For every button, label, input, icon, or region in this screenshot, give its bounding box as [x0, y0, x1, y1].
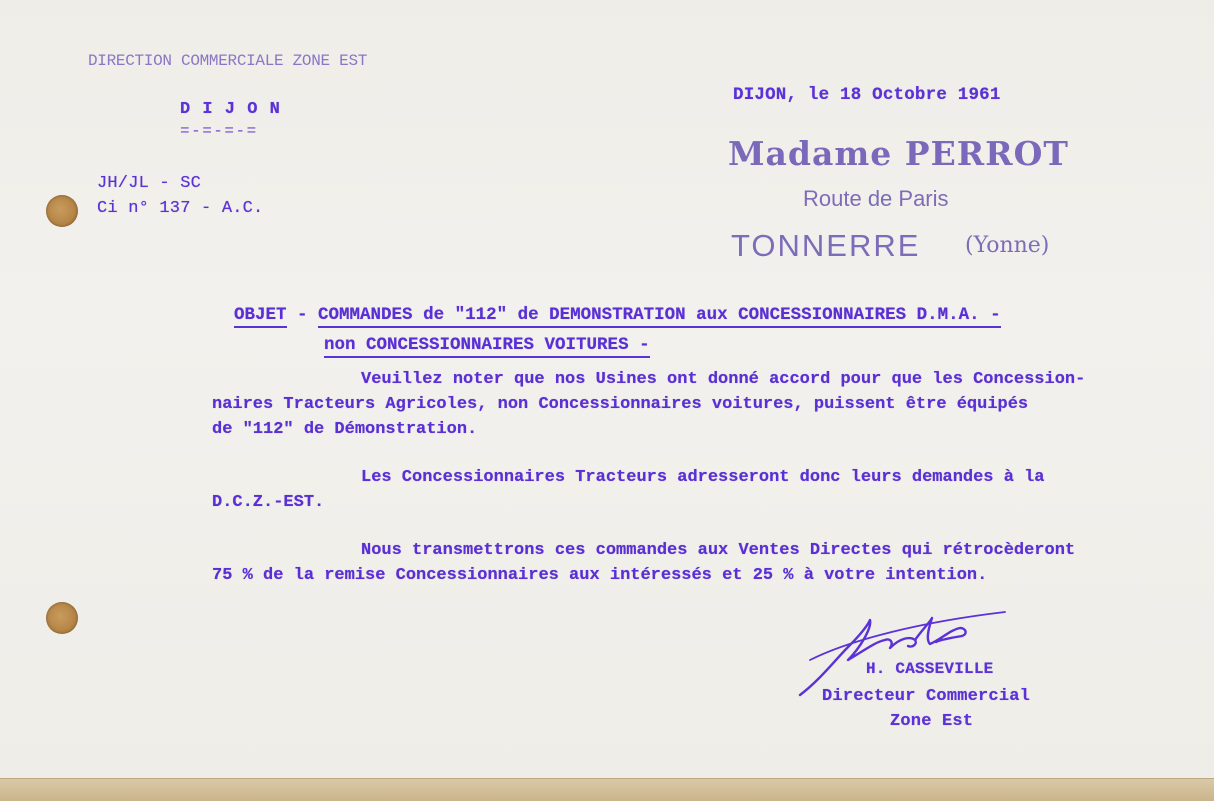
- subject-separator: -: [286, 305, 319, 325]
- signatory-name: H. CASSEVILLE: [866, 660, 994, 678]
- recipient-street: Route de Paris: [803, 186, 949, 211]
- signatory-title: Directeur Commercial: [822, 687, 1031, 706]
- paragraph-3-line-1: Nous transmettrons ces commandes aux Ventes Directes qui rétrocèderont: [361, 541, 1076, 560]
- punch-hole-top: [46, 195, 78, 227]
- paragraph-3-line-2: 75 % de la remise Concessionnaires aux intéressés et 25 % à votre intention.: [212, 566, 988, 585]
- recipient-name: Madame PERROT: [728, 134, 1069, 173]
- paragraph-2-line-2: D.C.Z.-EST.: [212, 493, 325, 512]
- paragraph-2-line-1: Les Concessionnaires Tracteurs adresseront donc leurs demandes à la: [361, 468, 1045, 487]
- reference-line-2: Ci n° 137 - A.C.: [97, 199, 264, 218]
- paper-bottom-edge: [0, 778, 1214, 801]
- subject-text-1: COMMANDES de "112" de DEMONSTRATION aux CONCESSIONNAIRES D.M.A. -: [318, 305, 1001, 328]
- department-header: DIRECTION COMMERCIALE ZONE EST: [88, 52, 368, 70]
- signatory-zone: Zone Est: [890, 712, 974, 731]
- punch-hole-bottom: [46, 602, 78, 634]
- date-line: DIJON, le 18 Octobre 1961: [733, 85, 1001, 105]
- paragraph-1-line-2: naires Tracteurs Agricoles, non Concessionnaires voitures, puissent être équipés: [212, 395, 1029, 414]
- subject-text-2: non CONCESSIONNAIRES VOITURES -: [324, 335, 650, 358]
- subject-line-2: [303, 315, 650, 355]
- paragraph-1-line-3: de "112" de Démonstration.: [212, 420, 478, 439]
- reference-line-1: JH/JL - SC: [97, 174, 202, 193]
- subject-label: OBJET: [234, 305, 287, 328]
- recipient-city: TONNERRE: [731, 228, 921, 263]
- recipient-region: (Yonne): [965, 233, 1050, 258]
- city-header: D I J O N: [180, 100, 281, 119]
- city-header-underline: =-=-=-=: [180, 122, 258, 140]
- paragraph-1-line-1: Veuillez noter que nos Usines ont donné accord pour que les Concession-: [361, 370, 1086, 389]
